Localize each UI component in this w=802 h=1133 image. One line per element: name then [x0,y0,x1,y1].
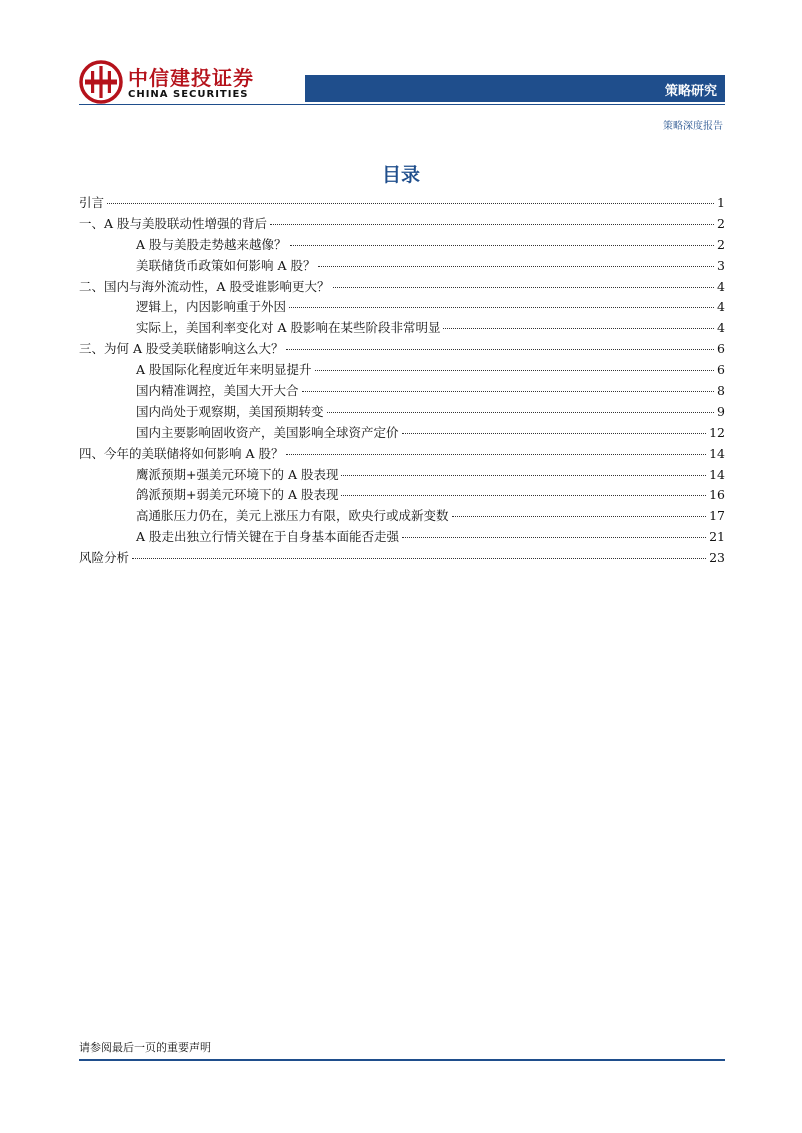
toc-dot-leader [452,516,707,517]
toc-page-number: 6 [717,362,725,378]
toc-page-number: 4 [717,278,725,294]
toc-page-number: 3 [717,257,725,273]
toc-page-number: 4 [717,320,725,336]
toc-dot-leader [443,328,714,329]
toc-page-number: 9 [717,403,725,419]
toc-dot-leader [341,475,706,476]
toc-page-number: 4 [717,299,725,315]
toc-entry[interactable] [79,235,725,256]
toc-page-number: 2 [717,236,725,252]
toc-entry-title: 四、今年的美联储将如何影响 A 股？ [79,445,284,461]
toc-page-number: 17 [709,508,725,524]
toc-dot-leader [315,370,715,371]
toc-dot-leader [333,287,715,288]
toc-entry[interactable] [79,318,725,339]
toc-dot-leader [290,245,715,246]
toc-dot-leader [302,391,715,392]
toc-dot-leader [286,349,714,350]
toc-entry[interactable] [79,527,725,548]
footer-divider [79,1059,725,1061]
toc-dot-leader [402,537,706,538]
toc-dot-leader [107,203,714,204]
toc-dot-leader [270,224,714,225]
toc-entry[interactable] [79,256,725,277]
toc-entry-title: 二、国内与海外流动性，A 股受谁影响更大？ [79,278,330,294]
toc-entry-title: 美联储货币政策如何影响 A 股？ [136,257,316,273]
toc-entry[interactable] [79,423,725,444]
toc-page-number: 14 [709,466,725,482]
toc-entry-title: 实际上，美国利率变化对 A 股影响在某些阶段非常明显 [136,320,441,336]
toc-entry[interactable] [79,277,725,298]
toc-entry-title: 国内主要影响固收资产，美国影响全球资产定价 [136,424,399,440]
toc-page-number: 16 [709,487,725,503]
toc-entry[interactable] [79,506,725,527]
toc-page-number: 8 [717,383,725,399]
toc-entry[interactable] [79,402,725,423]
toc-entry-title: 鸽派预期+弱美元环境下的 A 股表现 [136,487,339,503]
china-securities-logo-icon [79,60,123,104]
toc-entry-title: A 股走出独立行情关键在于自身基本面能否走强 [136,529,400,545]
toc-entry-title: A 股国际化程度近年来明显提升 [136,362,312,378]
toc-page-number: 2 [717,215,725,231]
toc-entry-title: 鹰派预期+强美元环境下的 A 股表现 [136,466,339,482]
toc-dot-leader [402,433,707,434]
toc-title: 目录 [381,164,420,186]
toc-entry[interactable] [79,297,725,318]
toc-entry[interactable] [79,381,725,402]
toc-dot-leader [341,495,706,496]
toc-entry-title: 高通胀压力仍在，美元上涨压力有限，欧央行或成新变数 [136,508,449,524]
table-of-contents [79,193,725,569]
toc-entry-title: 风险分析 [79,550,130,566]
toc-page-number: 12 [709,424,725,440]
toc-entry[interactable] [79,214,725,235]
toc-entry-title: 引言 [79,195,105,210]
toc-entry[interactable] [79,444,725,465]
toc-entry-title: 三、为何 A 股受美联储影响这么大？ [79,341,284,357]
toc-entry[interactable] [79,193,725,214]
toc-entry[interactable] [79,465,725,486]
toc-dot-leader [132,558,706,559]
page-header [0,0,802,130]
toc-dot-leader [327,412,715,413]
header-bar [305,75,725,102]
header-divider [79,104,725,105]
toc-entry-title: A 股与美股走势越来越像？ [136,236,287,252]
toc-entry-title: 国内精准调控，美国大开大合 [136,383,299,399]
brand-name-cn: 中信建投证券 [128,66,254,90]
toc-entry[interactable] [79,548,725,569]
footer-disclaimer: 请参阅最后一页的重要声明 [79,1041,211,1054]
toc-entry-title: 一、A 股与美股联动性增强的背后 [79,215,268,231]
toc-dot-leader [289,307,714,308]
toc-page-number: 21 [709,529,725,545]
toc-page-number: 1 [717,195,725,210]
toc-page-number: 23 [709,550,725,566]
toc-page-number: 6 [717,341,725,357]
toc-entry[interactable] [79,485,725,506]
toc-entry[interactable] [79,339,725,360]
toc-dot-leader [286,454,706,455]
report-type-label: 策略深度报告 [663,121,723,132]
toc-entry-title: 国内尚处于观察期，美国预期转变 [136,403,324,419]
toc-entry[interactable] [79,360,725,381]
section-tag: 策略研究 [664,84,717,99]
brand-name-en: CHINA SECURITIES [128,89,249,100]
toc-page-number: 14 [709,445,725,461]
toc-entry-title: 逻辑上，内因影响重于外因 [136,299,287,315]
toc-dot-leader [318,266,714,267]
